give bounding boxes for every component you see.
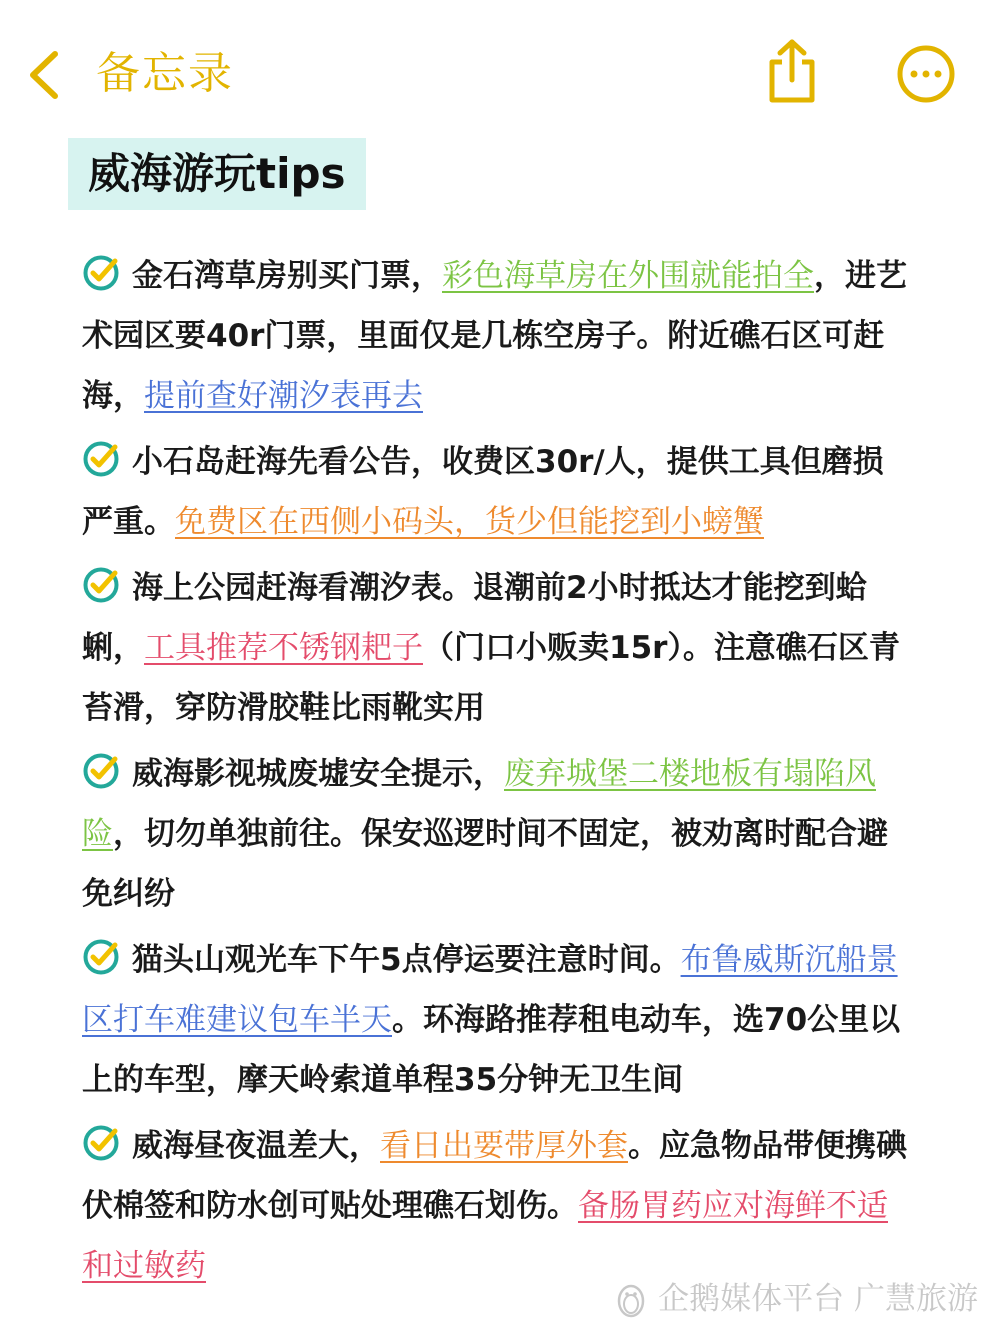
share-button[interactable] — [764, 38, 820, 104]
highlight-text: 免费区在西侧小码头，货少但能挖到小螃蟹 — [175, 504, 764, 540]
highlight-text: 备肠胃药应对海鲜不适和过敏药 — [82, 1188, 888, 1284]
watermark — [612, 1279, 978, 1319]
tip-text: 猫头山观光车下午5点停运要注意时间。 — [132, 942, 681, 978]
tip-text: ，进艺术园区要40r门票，里面仅是几栋空房子。附近礁石区可赶海， — [82, 258, 907, 414]
app-title: 备忘录 — [96, 48, 234, 99]
highlight-text: 彩色海草房在外围就能拍全 — [442, 258, 814, 294]
tip-text: 。应急物品带便携碘伏棉签和防水创可贴处理礁石划伤。 — [82, 1128, 907, 1224]
tip-text: 威海影视城废墟安全提示， — [132, 756, 504, 792]
tip-item — [82, 558, 912, 738]
penguin-logo-icon — [612, 1280, 650, 1318]
check-circle-icon — [82, 254, 120, 292]
highlight-text: 提前查好潮汐表再去 — [144, 378, 423, 414]
highlight-text: 废弃城堡二楼地板有塌陷风险 — [82, 756, 876, 852]
tip-text: 。环海路推荐租电动车，选70公里以上的车型，摩天岭索道单程35分钟无卫生间 — [82, 1002, 901, 1098]
tip-item — [82, 1116, 912, 1296]
tip-text: 威海昼夜温差大， — [132, 1128, 380, 1164]
tip-text: （门口小贩卖15r）。注意礁石区青苔滑，穿防滑胶鞋比雨靴实用 — [82, 630, 900, 726]
highlight-text: 工具推荐不锈钢耙子 — [144, 630, 423, 666]
tip-item — [82, 246, 912, 426]
tip-text: 海上公园赶海看潮汐表。退潮前2小时抵达才能挖到蛤蜊， — [82, 570, 867, 666]
check-circle-icon — [82, 566, 120, 604]
check-circle-icon — [82, 938, 120, 976]
watermark-text: 企鹅媒体平台 广慧旅游 — [658, 1281, 978, 1317]
highlight-text: 看日出要带厚外套 — [380, 1128, 628, 1164]
more-button[interactable] — [896, 44, 956, 104]
tips-list — [82, 246, 912, 1302]
note-title: 威海游玩tips — [68, 138, 366, 210]
more-icon — [896, 44, 956, 104]
check-circle-icon — [82, 440, 120, 478]
check-circle-icon — [82, 1124, 120, 1162]
tip-item — [82, 930, 912, 1110]
tip-text: 金石湾草房别买门票， — [132, 258, 442, 294]
tip-text: 小石岛赶海先看公告，收费区30r/人，提供工具但磨损严重。 — [82, 444, 884, 540]
tip-item — [82, 744, 912, 924]
top-bar — [0, 0, 1000, 150]
share-icon — [764, 38, 820, 104]
highlight-text: 布鲁威斯沉船景区打车难建议包车半天 — [82, 942, 898, 1038]
tip-text: ，切勿单独前往。保安巡逻时间不固定，被劝离时配合避免纠纷 — [82, 816, 888, 912]
chevron-left-icon — [27, 50, 61, 100]
back-button[interactable] — [22, 50, 66, 100]
tip-item — [82, 432, 912, 552]
check-circle-icon — [82, 752, 120, 790]
